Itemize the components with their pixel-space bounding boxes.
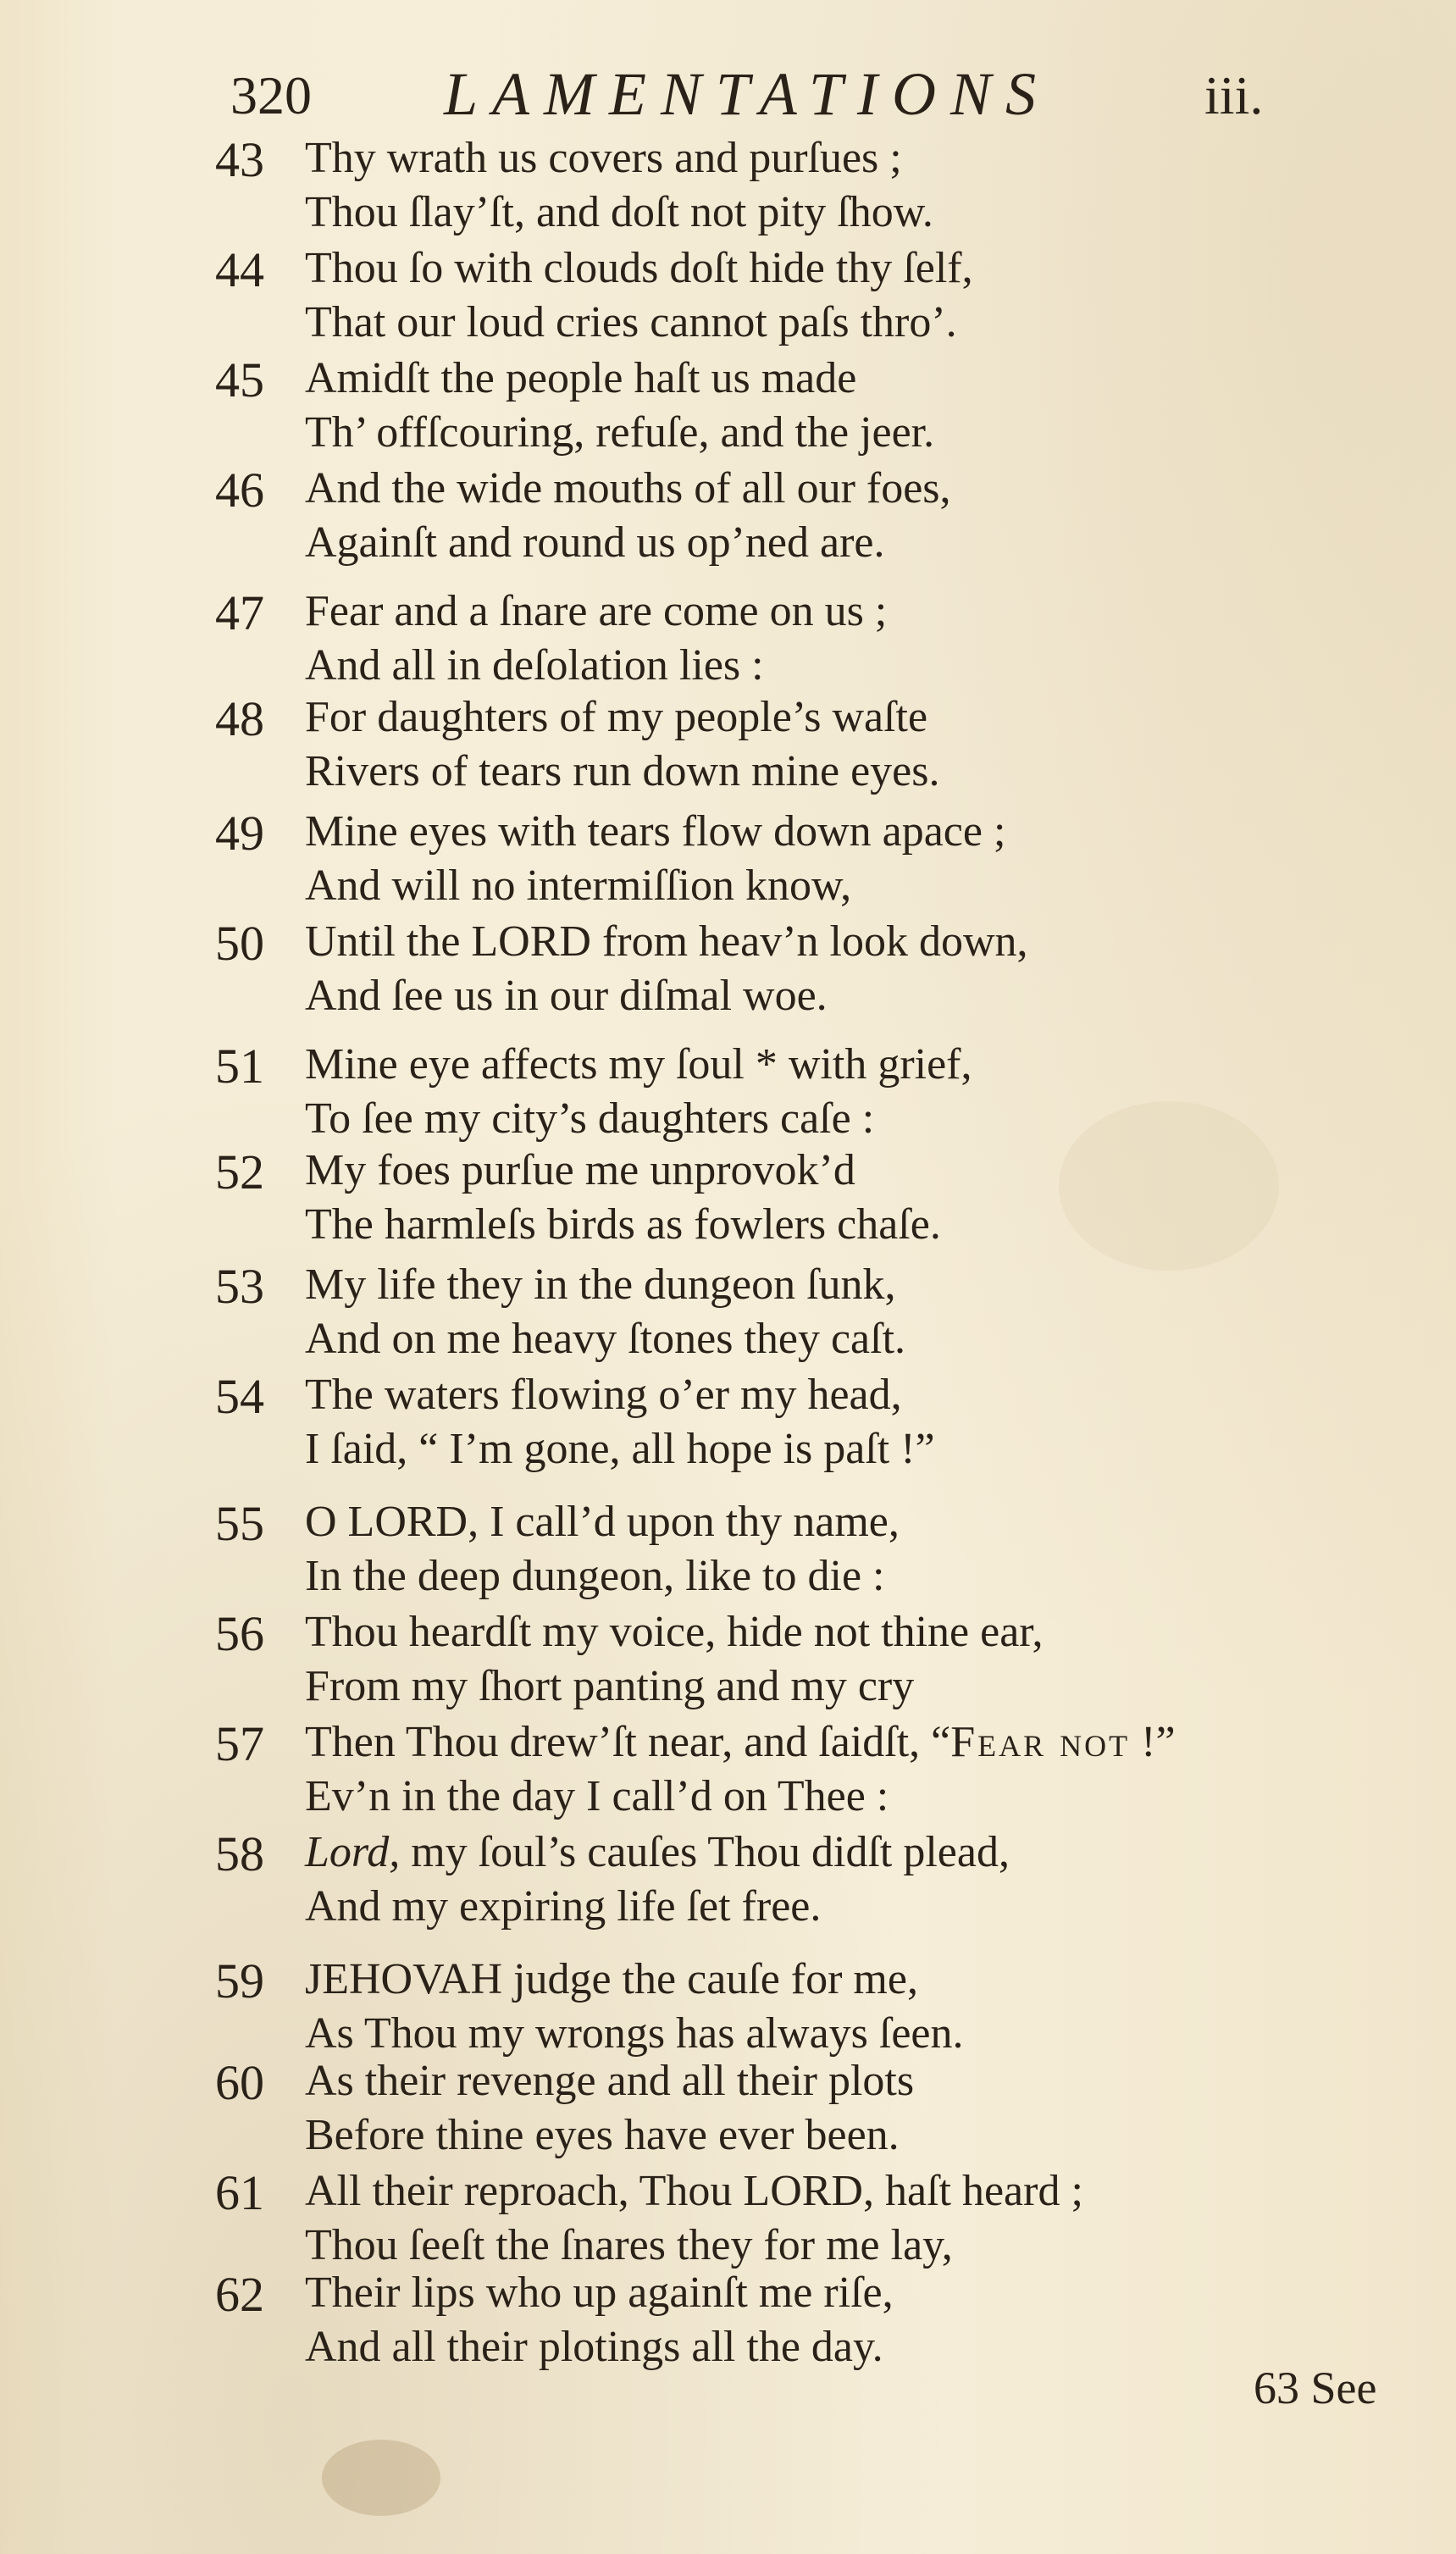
verse-text: Then Thou drew’ſt near, and ſaidſt, “ [305, 1718, 951, 1766]
verse-line: Ev’n in the day I call’d on Thee : [305, 1772, 889, 1820]
verse-line: And will no intermiſſion know, [305, 861, 852, 910]
verse-line: My life they in the dungeon ſunk, [305, 1260, 896, 1309]
verse-number: 59 [215, 1953, 264, 2008]
verse-line: The harmleſs birds as fowlers chaſe. [305, 1200, 941, 1249]
verse-line: The waters flowing o’er my head, [305, 1371, 902, 1419]
verse-number: 51 [215, 1039, 264, 1094]
verse-line: Mine eye affects my ſoul * with grief, [305, 1040, 972, 1089]
verse-line: Their lips who up againſt me riſe, [305, 2269, 894, 2317]
verse-line: Until the LORD from heav’n look down, [305, 917, 1028, 966]
verse-line: Fear and a ſnare are come on us ; [305, 587, 888, 635]
verse-text: my ſoul’s cauſes Thou didſt plead, [400, 1828, 1010, 1876]
verse-line: For daughters of my people’s waſte [305, 693, 928, 741]
verse-line: And the wide mouths of all our foes, [305, 464, 951, 512]
page-number: 320 [230, 65, 312, 125]
verse-number: 60 [215, 2055, 264, 2110]
verse-line: Amidſt the people haſt us made [305, 354, 857, 402]
verse-line [305, 1825, 1010, 1880]
verse-line: I ſaid, “ I’m gone, all hope is paſt !” [305, 1425, 935, 1473]
verse-line: Thy wrath us covers and purſues ; [305, 134, 902, 182]
verse-line [305, 1715, 1176, 1770]
verse-line: All their reproach, Thou LORD, haſt heard ; [305, 2167, 1083, 2215]
paper-stain [322, 2440, 440, 2516]
verse-line: Rivers of tears run down mine eyes. [305, 747, 940, 795]
chapter-number: iii. [1204, 65, 1264, 125]
emphasis-italic: Lord, [305, 1828, 401, 1876]
verse-line: And all their plotings all the day. [305, 2323, 883, 2371]
verse-line: And all in deſolation lies : [305, 641, 764, 690]
verse-number: 49 [215, 806, 264, 861]
verse-line: JEHOVAH judge the cauſe for me, [305, 1955, 918, 2003]
verse-number: 45 [215, 352, 264, 407]
paper-stain [1059, 1101, 1279, 1271]
verse-line: My foes purſue me unprovok’d [305, 1146, 855, 1194]
verse-number: 48 [215, 691, 264, 746]
verse-number: 54 [215, 1369, 264, 1424]
verse-line: And ſee us in our diſmal woe. [305, 972, 828, 1020]
verse-text: !” [1130, 1718, 1176, 1766]
verse-line: In the deep dungeon, like to die : [305, 1552, 885, 1600]
verse-number: 50 [215, 916, 264, 971]
verse-number: 61 [215, 2165, 264, 2220]
verse-line: Thou ſeeſt the ſnares they for me lay, [305, 2221, 953, 2269]
verse-line: To ſee my city’s daughters caſe : [305, 1094, 875, 1143]
verse-line: That our loud cries cannot paſs thro’. [305, 298, 957, 346]
verse-line: And on me heavy ſtones they caſt. [305, 1315, 906, 1363]
verse-number: 53 [215, 1259, 264, 1314]
verse-line: Th’ offſcouring, refuſe, and the jeer. [305, 408, 935, 457]
verse-line: Before thine eyes have ever been. [305, 2111, 900, 2159]
verse-line: And my expiring life ſet free. [305, 1882, 822, 1931]
running-title: LAMENTATIONS [444, 60, 1051, 128]
verse-line: Thou ſlay’ſt, and doſt not pity ſhow. [305, 188, 933, 236]
verse-line: Mine eyes with tears flow down apace ; [305, 807, 1006, 856]
emphasis-small-caps: Fear not [950, 1718, 1131, 1766]
verse-line: From my ſhort panting and my cry [305, 1662, 915, 1710]
verse-line: Thou ſo with clouds doſt hide thy ſelf, [305, 244, 973, 292]
verse-number: 47 [215, 585, 264, 640]
verse-number: 44 [215, 242, 264, 297]
verse-line: As their revenge and all their plots [305, 2057, 915, 2105]
verse-number: 57 [215, 1716, 264, 1771]
verse-number: 58 [215, 1826, 264, 1881]
verse-number: 43 [215, 132, 264, 187]
verse-line: O LORD, I call’d upon thy name, [305, 1498, 900, 1546]
catchword: 63 See [1254, 2363, 1377, 2413]
verse-number: 56 [215, 1606, 264, 1661]
page-header [230, 53, 1289, 129]
verse-number: 55 [215, 1496, 264, 1551]
verse-number: 62 [215, 2267, 264, 2322]
verse-line: As Thou my wrongs has always ſeen. [305, 2009, 964, 2058]
verse-line: Againſt and round us op’ned are. [305, 518, 885, 567]
verse-number: 52 [215, 1144, 264, 1199]
verse-number: 46 [215, 463, 264, 518]
verse-line: Thou heardſt my voice, hide not thine ear, [305, 1608, 1044, 1656]
